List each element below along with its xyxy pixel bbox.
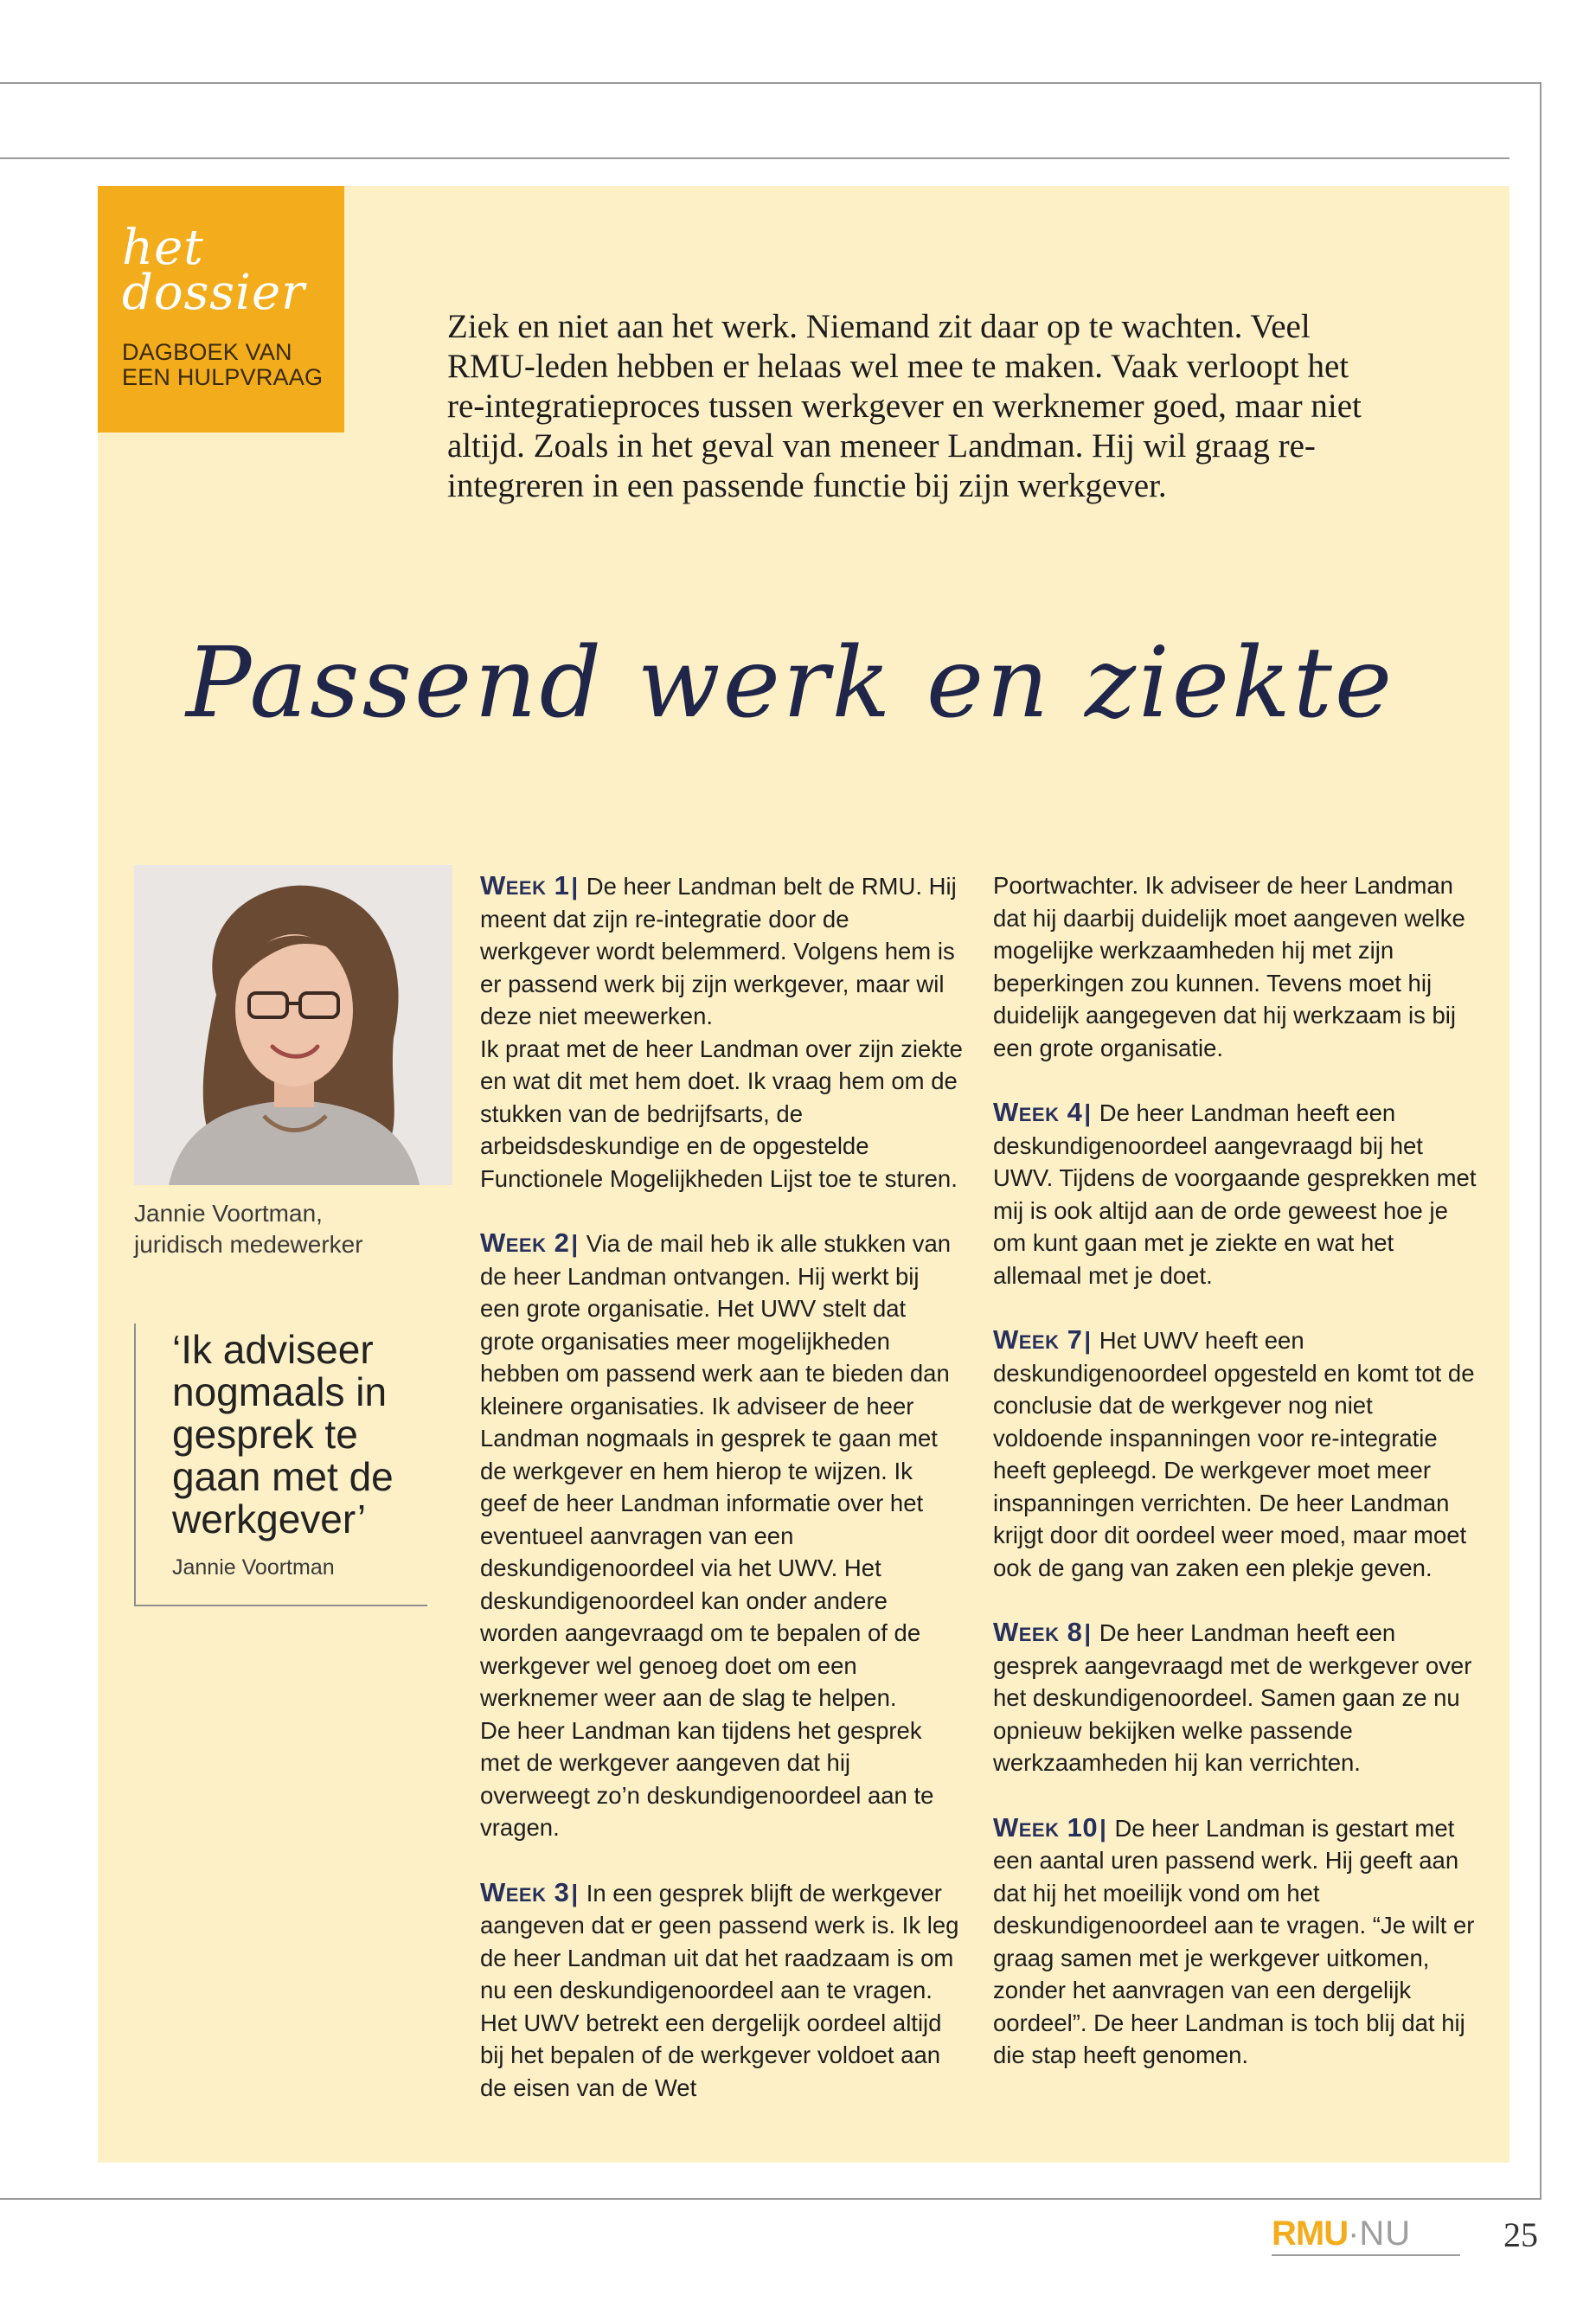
tag-subtitle xyxy=(122,340,338,390)
week-8-entry xyxy=(993,1616,1477,1779)
tag-word-het: het xyxy=(122,220,204,276)
week-1-text: De heer Landman belt de RMU. Hij meent dat zijn re-integratie door de werkgever wordt belemmerd. Volgens hem is er passend werk bij zijn werkgever, maar wil deze niet meewerken. xyxy=(480,873,957,1029)
pull-quote-author: Jannie Voortman xyxy=(172,1555,335,1580)
author-photo xyxy=(134,865,452,1185)
logo-underline xyxy=(1272,2254,1460,2256)
week-1-entry xyxy=(480,869,965,1195)
intro-paragraph xyxy=(447,307,1368,506)
week-10-text: De heer Landman is gestart met een aantal uren passend werk. Hij geeft aan dat hij het moeilijk vond om het deskundigenoordeel aan te vragen. “Je wilt er graag samen met je werkgever uitkomen, zonder het aanvragen van een dergelijk oordeel”. De heer Landman is toch blij dat hij die stap heeft genomen. xyxy=(993,1814,1475,2068)
frame-right-line xyxy=(1540,82,1542,2199)
week-separator: | xyxy=(571,1230,579,1257)
week-3-text: In een gesprek blijft de werkgever aangeven dat er geen passend werk is. Ik leg de heer Landman uit dat het raadzaam is om nu een deskundigenoordeel aan te vragen. Het UWV betrekt een dergelijk oordeel altijd bij het bepalen of de werkgever voldoet aan de eisen van de Wet xyxy=(480,1879,959,2101)
pull-quote xyxy=(134,1324,427,1606)
caption-role: juridisch medewerker xyxy=(134,1231,363,1258)
pull-quote-text: ‘Ik adviseer nogmaals in gesprek te gaan met de werkgever’ xyxy=(172,1327,394,1541)
week-separator: | xyxy=(1084,1619,1092,1646)
week-10-label: Week 10 xyxy=(993,1811,1099,1843)
week-2-text-2: De heer Landman kan tijdens het gesprek met de werkgever aangeven dat hij overweegt zo’n deskundigenoordeel aan te vragen. xyxy=(480,1716,934,1841)
week-8-label: Week 8 xyxy=(993,1617,1083,1647)
week-separator: | xyxy=(571,873,579,900)
week-7-entry xyxy=(993,1324,1477,1584)
tag-subtitle-line-1: DAGBOEK VAN xyxy=(122,339,292,365)
week-4-entry xyxy=(993,1096,1477,1292)
tag-word-dossier: dossier xyxy=(122,265,305,321)
week-separator: | xyxy=(1084,1099,1092,1126)
page-number: 25 xyxy=(1503,2215,1538,2254)
week-3-label: Week 3 xyxy=(480,1876,570,1907)
week-7-text: Het UWV heeft een deskundigenoordeel opgesteld en komt tot de conclusie dat de werkgever nog niet voldoende inspanningen voor re-integratie heeft gepleegd. De werkgever moet meer inspanningen verrichten. De heer Landman krijgt door dit oordeel weer moed, maar moet ook de gang van zaken een plekje geven. xyxy=(993,1327,1475,1581)
article-column-2 xyxy=(993,869,1477,2104)
week-3-entry xyxy=(480,1876,965,2105)
week-separator: | xyxy=(1099,1814,1106,1842)
week-7-label: Week 7 xyxy=(993,1324,1083,1355)
frame-top-line xyxy=(0,82,1542,84)
week-separator: | xyxy=(1084,1327,1092,1354)
tag-subtitle-line-2: EEN HULPVRAAG xyxy=(122,364,324,390)
section-tag xyxy=(98,186,344,433)
rmu-nu-logo xyxy=(1272,2213,1411,2254)
week-4-text: De heer Landman heeft een deskundigenoordeel aangevraagd bij het UWV. Tijdens de voorgaande gesprekken met mij is ook altijd aan de orde geweest hoe je om kunt gaan met je ziekte en wat het allemaal met je doet. xyxy=(993,1099,1477,1289)
logo-nu: NU xyxy=(1359,2214,1412,2253)
week-3-text-continued: Poortwachter. Ik adviseer de heer Landman dat hij daarbij duidelijk moet aangeven welke mogelijke werkzaamheden hij met zijn beperkingen zou kunnen. Tevens moet hij duidelijk aangegeven dat hij werkzaam is bij een grote organisatie. xyxy=(993,872,1465,1061)
week-3-continuation xyxy=(993,869,1477,1064)
week-2-entry xyxy=(480,1227,965,1844)
week-1-text-2: Ik praat met de heer Landman over zijn ziekte en wat dit met hem doet. Ik vraag hem om de stukken van de bedrijfsarts, de arbeidsdeskundige en de opgestelde Functionele Mogelijkheden Lijst toe te sturen. xyxy=(480,1035,963,1192)
caption-name: Jannie Voortman, xyxy=(134,1200,323,1227)
header-rule xyxy=(0,157,1509,159)
week-4-label: Week 4 xyxy=(993,1097,1083,1127)
logo-rmu: RMU xyxy=(1272,2214,1349,2253)
week-1-label: Week 1 xyxy=(480,870,570,901)
logo-dot: · xyxy=(1348,2214,1360,2253)
portrait-illustration xyxy=(134,865,452,1185)
week-separator: | xyxy=(571,1879,579,1907)
week-8-text: De heer Landman heeft een gesprek aangevraagd met de werkgever over het deskundigenoordeel. Samen gaan ze nu opnieuw bekijken welke passende werkzaamheden hij kan verrichten. xyxy=(993,1619,1472,1776)
intro-text: Ziek en niet aan het werk. Niemand zit daar op te wachten. Veel RMU-leden hebben er helaas wel mee te maken. Vaak verloopt het re-integratieproces tussen werkgever en werknemer goed, maar niet altijd. Zoals in het geval van meneer Landman. Hij wil graag re-integreren in een passende functie bij zijn werkgever. xyxy=(447,308,1362,504)
photo-caption xyxy=(134,1198,445,1260)
week-2-text: Via de mail heb ik alle stukken van de heer Landman ontvangen. Hij werkt bij een grote organisatie. Het UWV stelt dat grote organisaties meer mogelijkheden hebben om passend werk aan te bieden dan kleinere organisaties. Ik adviseer de heer Landman nogmaals in gesprek te gaan met de werkgever en hem hierop te wijzen. Ik geef de heer Landman informatie over het eventueel aanvragen van een deskundigenoordeel via het UWV. Het deskundigenoordeel kan onder andere worden aangevraagd om te bepalen of de werkgever wel genoeg doet om een werknemer weer aan de slag te helpen. xyxy=(480,1230,952,1711)
frame-bottom-line xyxy=(0,2198,1542,2200)
week-10-entry xyxy=(993,1811,1477,2072)
article-title: Passend werk en ziekte xyxy=(186,627,1395,740)
week-2-label: Week 2 xyxy=(480,1227,570,1258)
article-column-1 xyxy=(480,869,965,2136)
